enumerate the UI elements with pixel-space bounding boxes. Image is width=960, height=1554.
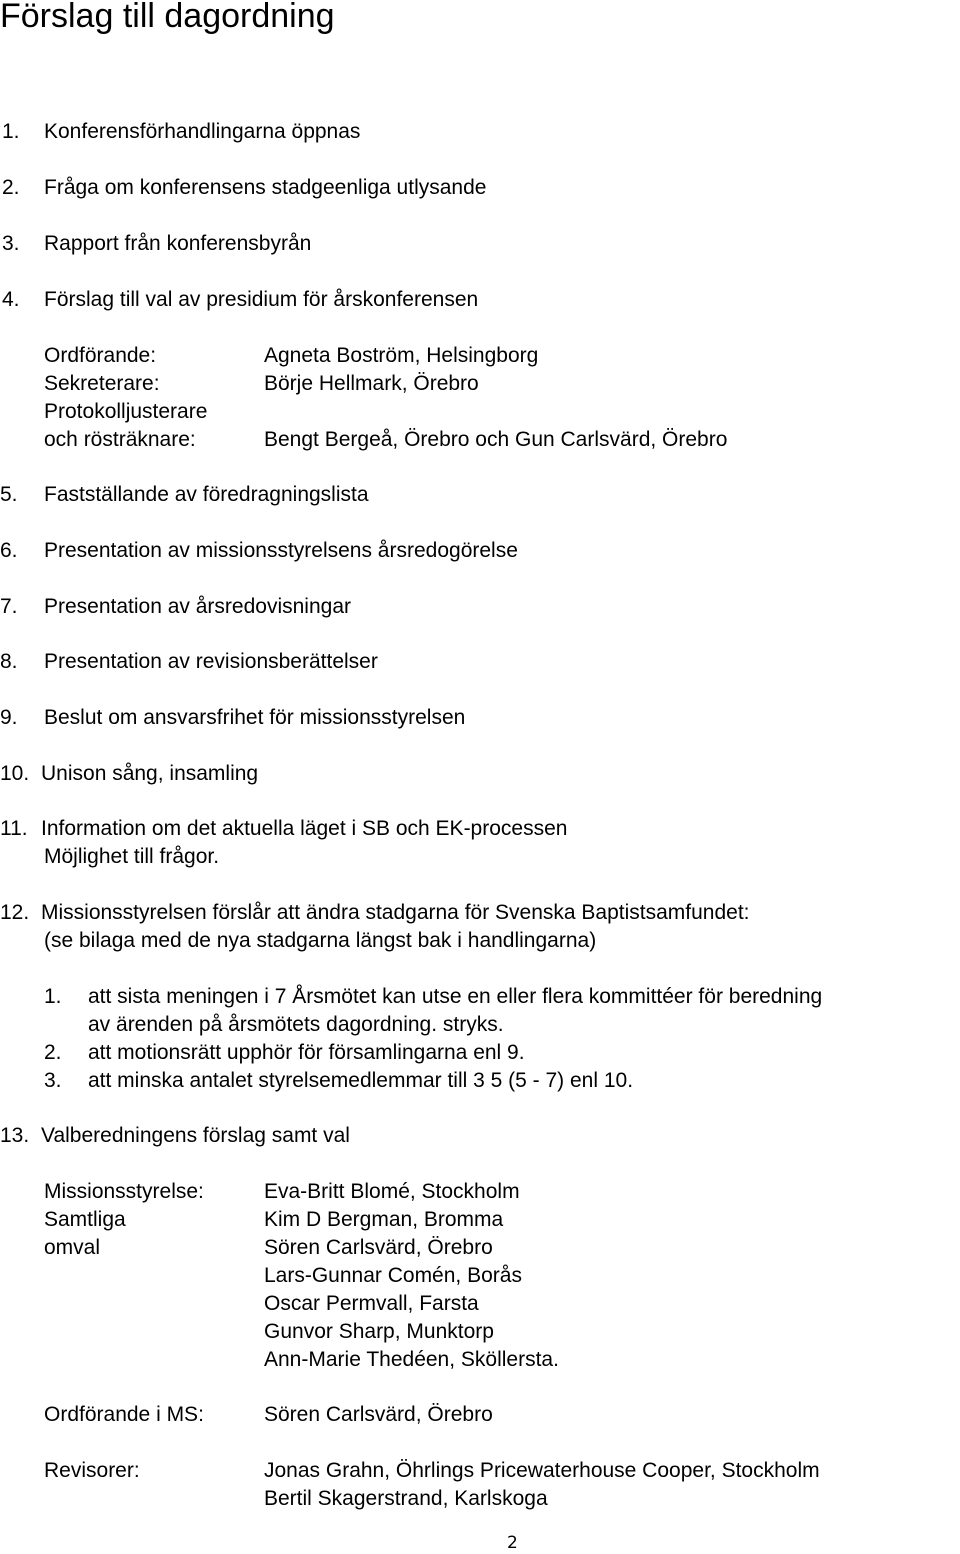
auditors-label: Revisorer:: [44, 1459, 140, 1482]
item-number: 2.: [2, 176, 20, 199]
item-text: Fastställande av föredragningslista: [44, 483, 369, 506]
proposal-number: 1.: [44, 985, 62, 1008]
item-text: Konferensförhandlingarna öppnas: [44, 120, 361, 143]
board-member: Kim D Bergman, Bromma: [264, 1208, 504, 1231]
presidium-label: och rösträknare:: [44, 428, 196, 451]
item-text: Information om det aktuella läget i SB och EK-processen: [41, 817, 568, 840]
item-number: 7.: [0, 595, 18, 618]
presidium-value: Bengt Bergeå, Örebro och Gun Carlsvärd, Örebro: [264, 428, 728, 451]
item-number: 4.: [2, 288, 20, 311]
proposal-text: att sista meningen i 7 Årsmötet kan utse en eller flera kommittéer för beredning: [88, 985, 823, 1008]
item-number: 1.: [2, 120, 20, 143]
chair-label: Ordförande i MS:: [44, 1403, 204, 1426]
item-number: 5.: [0, 483, 18, 506]
item-number: 9.: [0, 706, 18, 729]
presidium-label: Ordförande:: [44, 344, 157, 367]
item-number: 12.: [0, 901, 30, 924]
item-number: 3.: [2, 232, 20, 255]
item-text: Presentation av revisionsberättelser: [44, 650, 378, 673]
item-number: 10.: [0, 762, 30, 785]
proposal-number: 3.: [44, 1069, 62, 1092]
auditor-name: Jonas Grahn, Öhrlings Pricewaterhouse Cooper, Stockholm: [264, 1459, 820, 1482]
auditor-name: Bertil Skagerstrand, Karlskoga: [264, 1487, 548, 1510]
presidium-label: Sekreterare:: [44, 372, 160, 395]
board-label: Samtliga: [44, 1208, 126, 1231]
board-member: Lars-Gunnar Comén, Borås: [264, 1264, 522, 1287]
board-member: Ann-Marie Thedéen, Sköllersta.: [264, 1348, 559, 1371]
presidium-value: Börje Hellmark, Örebro: [264, 372, 479, 395]
item-text-continued: (se bilaga med de nya stadgarna längst bak i handlingarna): [44, 929, 597, 952]
proposal-text: att motionsrätt upphör för församlingarna enl 9.: [88, 1041, 525, 1064]
item-text: Fråga om konferensens stadgeenliga utlysande: [44, 176, 487, 199]
item-text: Missionsstyrelsen förslår att ändra stadgarna för Svenska Baptistsamfundet:: [41, 901, 750, 924]
chair-value: Sören Carlsvärd, Örebro: [264, 1403, 493, 1426]
board-member: Oscar Permvall, Farsta: [264, 1292, 479, 1315]
presidium-label: Protokolljusterare: [44, 400, 208, 423]
item-text: Förslag till val av presidium för årskonferensen: [44, 288, 479, 311]
item-number: 6.: [0, 539, 18, 562]
board-label: Missionsstyrelse:: [44, 1180, 204, 1203]
item-text: Presentation av missionsstyrelsens årsredogörelse: [44, 539, 518, 562]
item-number: 11.: [0, 817, 28, 840]
page-number: 2: [507, 1533, 518, 1553]
item-text: Presentation av årsredovisningar: [44, 595, 352, 618]
proposal-text: att minska antalet styrelsemedlemmar till 3 5 (5 - 7) enl 10.: [88, 1069, 634, 1092]
item-text: Unison sång, insamling: [41, 762, 259, 785]
board-member: Eva-Britt Blomé, Stockholm: [264, 1180, 520, 1203]
board-label: omval: [44, 1236, 101, 1259]
proposal-number: 2.: [44, 1041, 62, 1064]
item-text: Rapport från konferensbyrån: [44, 232, 312, 255]
page-title: Förslag till dagordning: [0, 0, 335, 35]
item-text-continued: Möjlighet till frågor.: [44, 845, 220, 868]
presidium-value: Agneta Boström, Helsingborg: [264, 344, 539, 367]
item-number: 8.: [0, 650, 18, 673]
item-text: Valberedningens förslag samt val: [41, 1124, 350, 1147]
item-text: Beslut om ansvarsfrihet för missionsstyrelsen: [44, 706, 466, 729]
board-member: Gunvor Sharp, Munktorp: [264, 1320, 494, 1343]
proposal-text-continued: av ärenden på årsmötets dagordning. stryks.: [88, 1013, 504, 1036]
item-number: 13.: [0, 1124, 30, 1147]
board-member: Sören Carlsvärd, Örebro: [264, 1236, 493, 1259]
